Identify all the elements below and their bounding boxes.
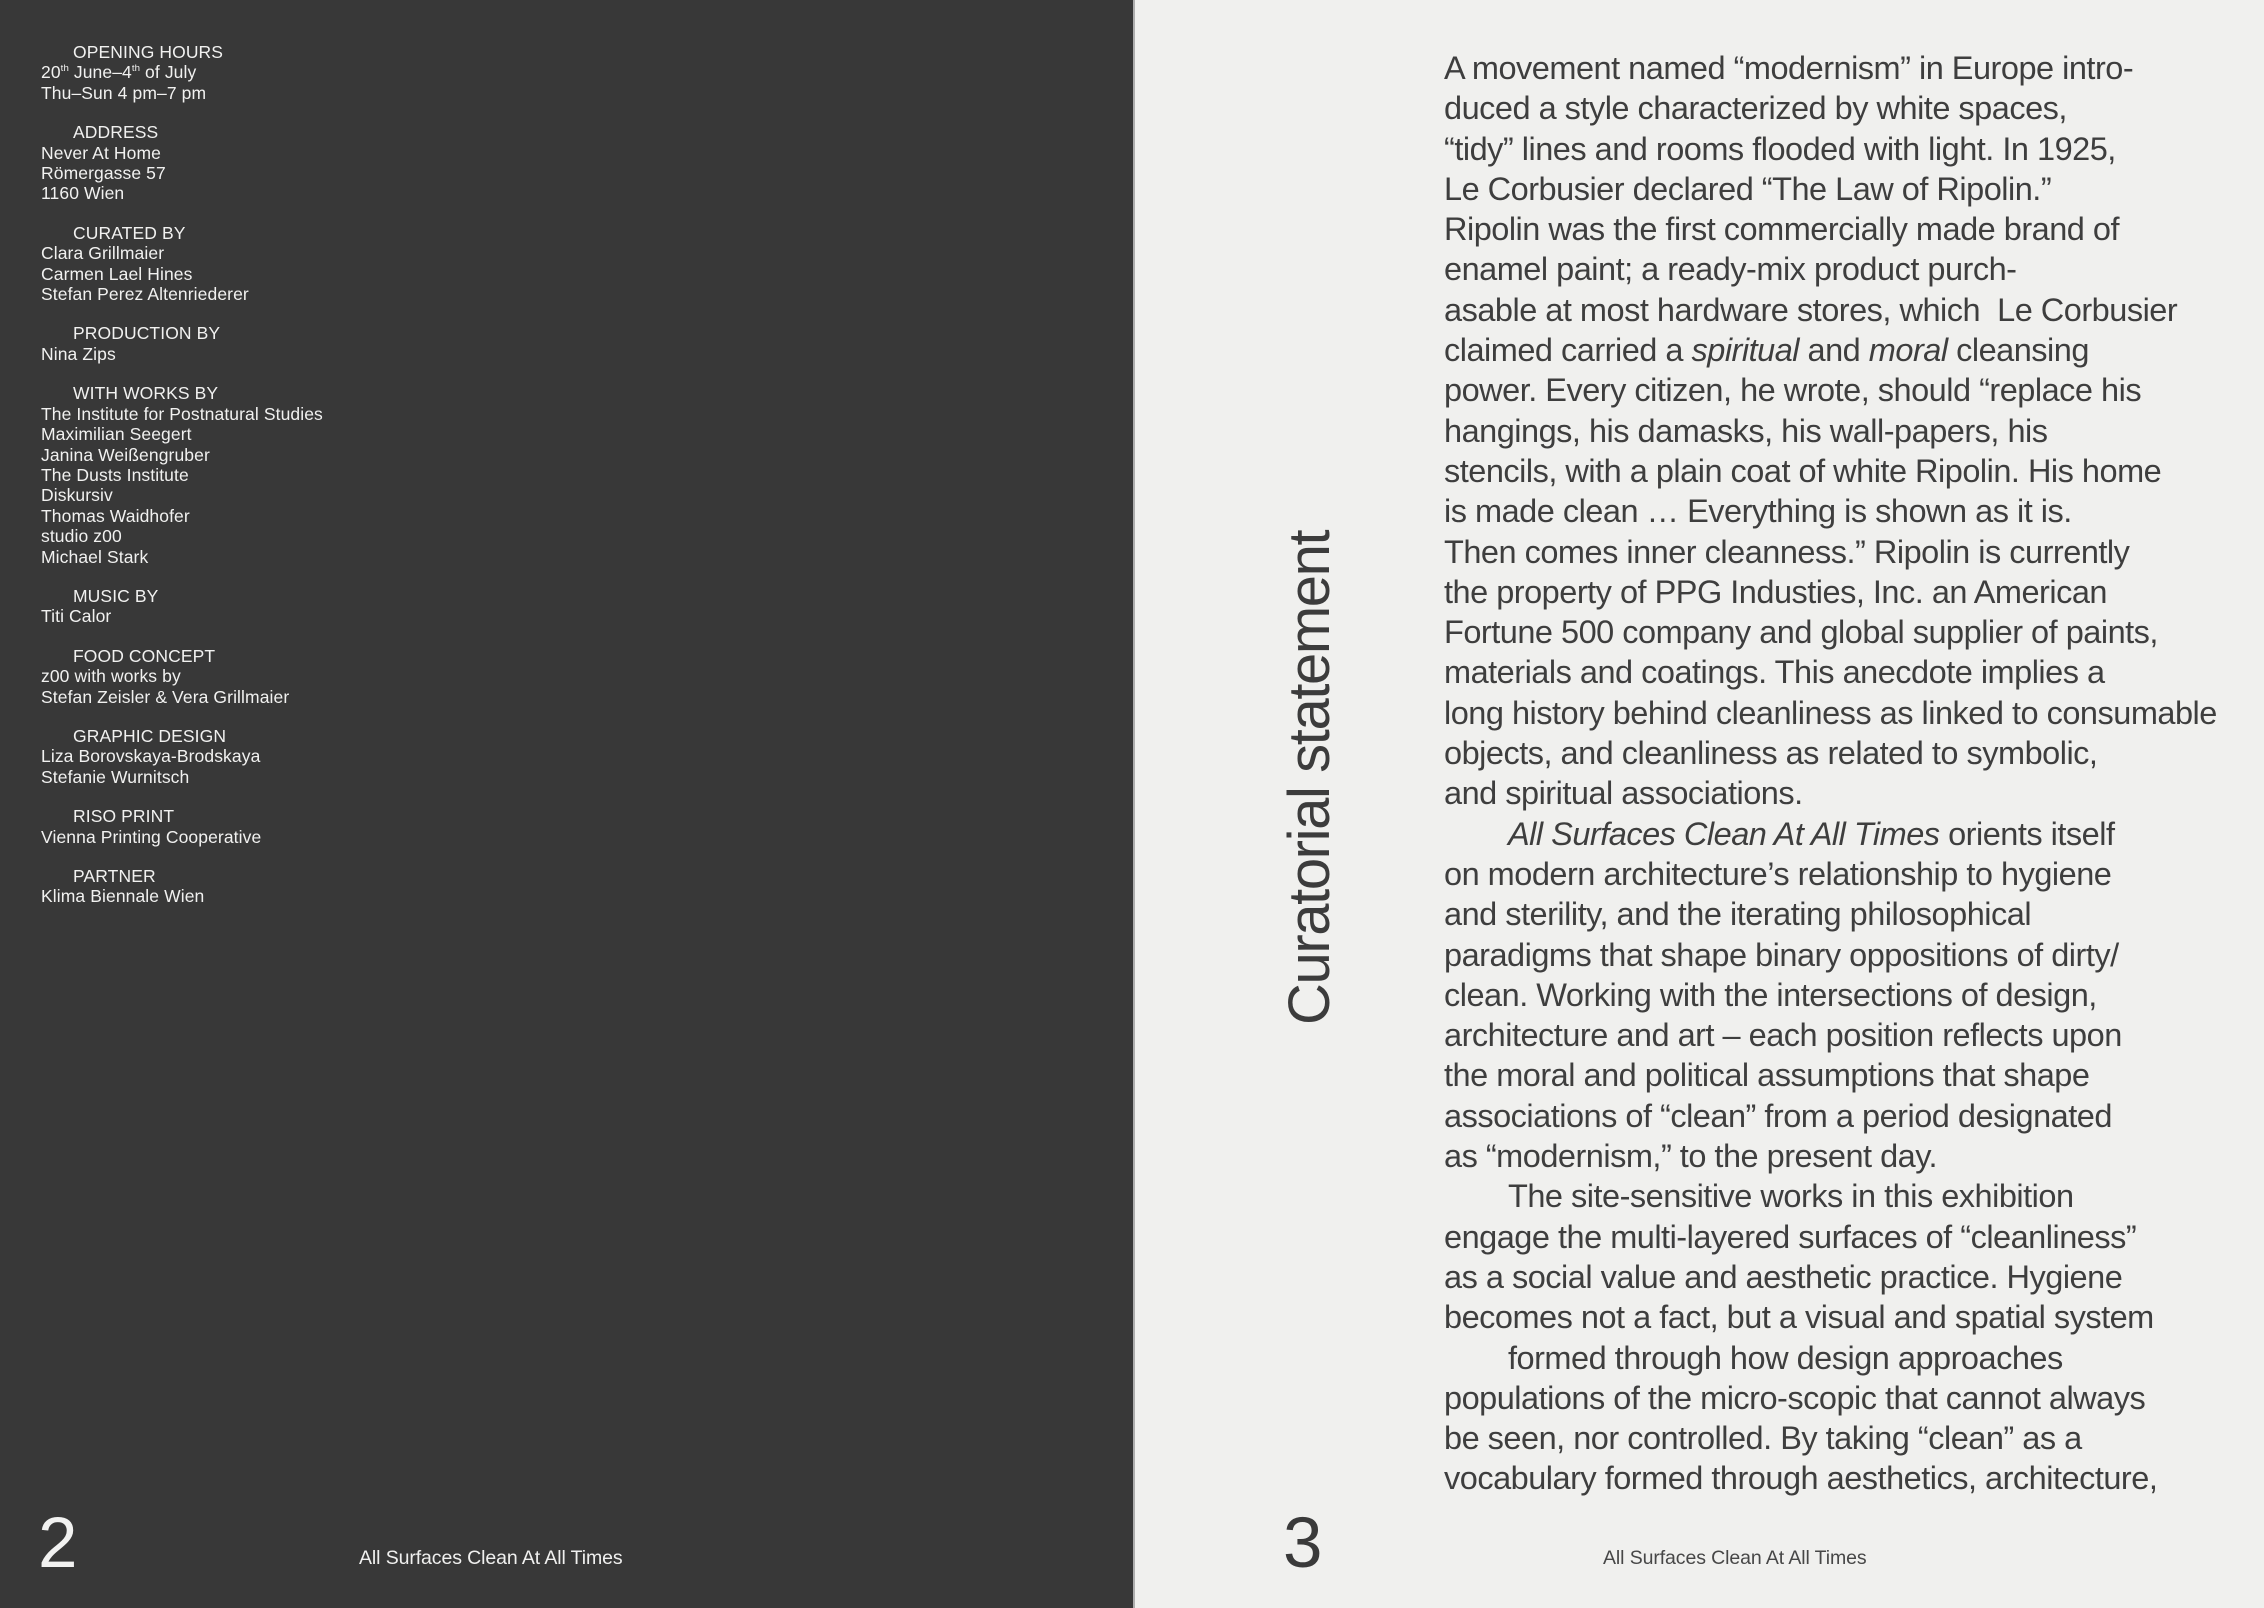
body-line: on modern architecture’s relationship to hygiene <box>1444 855 2112 892</box>
credit-section <box>41 223 323 305</box>
credit-line: Never At Home <box>41 142 161 163</box>
body-line: stencils, with a plain coat of white Ripolin. His home <box>1444 452 2162 489</box>
body-line: engage the multi-layered surfaces of “cleanliness” <box>1444 1218 2137 1255</box>
page-footer-left: All Surfaces Clean At All Times <box>359 1547 623 1569</box>
body-line: as “modernism,” to the present day. <box>1444 1138 1938 1175</box>
body-line: is made clean … Everything is shown as it is. <box>1444 493 2072 530</box>
body-line: the moral and political assumptions that shape <box>1444 1057 2090 1094</box>
credit-section <box>41 323 323 364</box>
body-line: becomes not a fact, but a visual and spatial system <box>1444 1299 2154 1336</box>
body-line: long history behind cleanliness as linked to consumable <box>1444 694 2217 731</box>
body-line: “tidy” lines and rooms flooded with light. In 1925, <box>1444 130 2116 167</box>
credit-line: Thomas Waidhofer <box>41 505 190 526</box>
credit-line: Stefan Zeisler & Vera Grillmaier <box>41 686 290 707</box>
body-line: vocabulary formed through aesthetics, architecture, <box>1444 1460 2158 1497</box>
body-line: as a social value and aesthetic practice. Hygiene <box>1444 1258 2123 1295</box>
credit-line: 1160 Wien <box>41 183 125 204</box>
body-line: asable at most hardware stores, which Le Corbusier <box>1444 291 2178 328</box>
credit-line: Maximilian Seegert <box>41 424 192 445</box>
credit-section <box>41 866 323 907</box>
credit-line: studio z00 <box>41 526 122 547</box>
body-line: enamel paint; a ready-mix product purch- <box>1444 251 2017 288</box>
body-line: power. Every citizen, he wrote, should “replace his <box>1444 372 2142 409</box>
credit-section-label: MUSIC BY <box>73 585 159 606</box>
credit-section <box>41 383 323 567</box>
credit-section <box>41 646 323 707</box>
body-line: Fortune 500 company and global supplier of paints, <box>1444 614 2158 651</box>
credit-line: The Institute for Postnatural Studies <box>41 403 323 424</box>
credit-line: 20th June–4th of July <box>41 62 197 83</box>
page-number-left: 2 <box>38 1504 77 1583</box>
credit-line: Diskursiv <box>41 485 113 506</box>
credit-section-label: RISO PRINT <box>73 806 175 827</box>
credit-line: Nina Zips <box>41 343 116 364</box>
credit-line: Michael Stark <box>41 546 149 567</box>
credit-section-label: PRODUCTION BY <box>73 323 221 344</box>
credit-section <box>41 42 323 103</box>
body-line: be seen, nor controlled. By taking “clean” as a <box>1444 1420 2082 1457</box>
credit-line: Titi Calor <box>41 606 112 627</box>
credit-line: z00 with works by <box>41 666 181 687</box>
body-line: and sterility, and the iterating philosophical <box>1444 896 2032 933</box>
body-line: populations of the micro-scopic that cannot always <box>1444 1379 2146 1416</box>
body-line: All Surfaces Clean At All Times orients itself <box>1508 815 2115 852</box>
credit-section-label: OPENING HOURS <box>73 42 224 62</box>
body-line: objects, and cleanliness as related to symbolic, <box>1444 735 2098 772</box>
credit-line: Clara Grillmaier <box>41 243 165 264</box>
body-line: The site-sensitive works in this exhibition <box>1508 1178 2074 1215</box>
credit-line: Carmen Lael Hines <box>41 263 193 284</box>
credit-section-label: GRAPHIC DESIGN <box>73 725 227 746</box>
credit-line: Thu–Sun 4 pm–7 pm <box>41 82 207 103</box>
credit-section-label: CURATED BY <box>73 222 186 243</box>
credit-line: Liza Borovskaya-Brodskaya <box>41 746 261 767</box>
body-line: associations of “clean” from a period designated <box>1444 1097 2112 1134</box>
page-number-right: 3 <box>1283 1504 1322 1583</box>
curatorial-statement-title: Curatorial statement <box>1277 530 1342 1025</box>
body-line: Ripolin was the first commercially made brand of <box>1444 211 2120 248</box>
body-line: clean. Working with the intersections of design, <box>1444 976 2097 1013</box>
curatorial-statement-body <box>1444 48 2254 1499</box>
credit-line: Klima Biennale Wien <box>41 886 205 907</box>
credit-section <box>41 586 323 627</box>
body-line: Le Corbusier declared “The Law of Ripolin.” <box>1444 170 2052 207</box>
credits-list <box>41 42 323 926</box>
credit-section-label: PARTNER <box>73 866 156 886</box>
body-line: architecture and art – each position reflects upon <box>1444 1017 2122 1054</box>
body-line: materials and coatings. This anecdote implies a <box>1444 654 2105 691</box>
credit-line: Stefan Perez Altenriederer <box>41 284 249 305</box>
body-line: paradigms that shape binary oppositions of dirty/ <box>1444 936 2119 973</box>
credit-section-label: ADDRESS <box>73 122 159 143</box>
body-line: formed through how design approaches <box>1508 1339 2063 1376</box>
body-line: hangings, his damasks, his wall-papers, his <box>1444 412 2048 449</box>
credit-section <box>41 122 323 204</box>
credit-line: Vienna Printing Cooperative <box>41 826 262 847</box>
body-line: A movement named “modernism” in Europe intro- <box>1444 50 2134 86</box>
body-line: the property of PPG Industies, Inc. an American <box>1444 573 2107 610</box>
credit-section-label: WITH WORKS BY <box>73 383 219 404</box>
credit-line: Janina Weißengruber <box>41 444 210 465</box>
credit-section <box>41 726 323 787</box>
credit-line: The Dusts Institute <box>41 464 189 485</box>
body-line: claimed carried a spiritual and moral cleansing <box>1444 332 2089 369</box>
credit-line: Römergasse 57 <box>41 163 166 184</box>
credit-section <box>41 806 323 847</box>
body-line: duced a style characterized by white spaces, <box>1444 90 2067 127</box>
page-footer-right: All Surfaces Clean At All Times <box>1603 1547 1867 1569</box>
credit-section-label: FOOD CONCEPT <box>73 645 216 666</box>
body-line: and spiritual associations. <box>1444 775 1803 812</box>
credit-line: Stefanie Wurnitsch <box>41 766 190 787</box>
body-line: Then comes inner cleanness.” Ripolin is currently <box>1444 533 2130 570</box>
